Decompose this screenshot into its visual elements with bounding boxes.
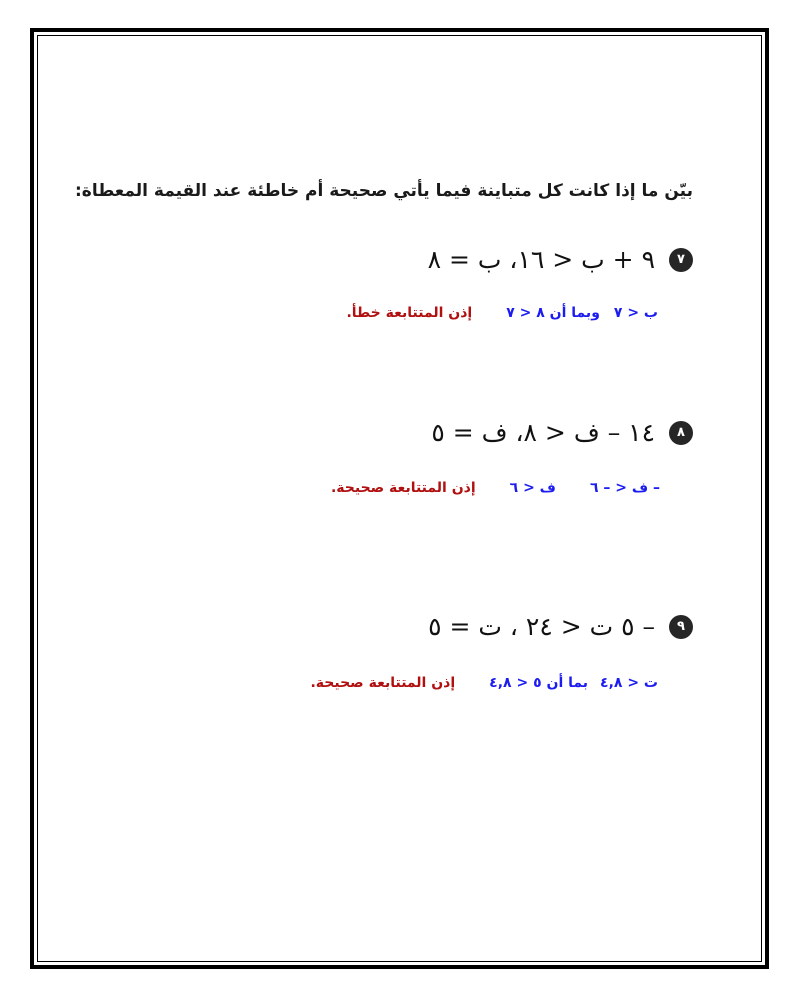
- answer-work-step: ف < ٦: [509, 480, 556, 496]
- answer-conclusion: إذن المتتابعة صحيحة.: [310, 675, 456, 691]
- answer-8: [331, 480, 660, 496]
- problem-7: [428, 245, 693, 274]
- answer-work-step: بما أن ٥ < ٤,٨: [489, 675, 589, 691]
- page-frame-inner: [37, 35, 762, 962]
- answer-work-step: وبما أن ٨ < ٧: [506, 305, 600, 321]
- problem-expression: – ٥ ت < ٢٤ ، ت = ٥: [428, 612, 655, 641]
- problem-number-badge: ٩: [669, 615, 693, 639]
- problem-expression: ١٤ – ف < ٨، ف = ٥: [431, 418, 655, 447]
- problem-number-badge: ٧: [669, 248, 693, 272]
- answer-work-step: – ف < – ٦: [589, 480, 660, 496]
- answer-work-step: ب < ٧: [613, 305, 658, 321]
- problem-number-badge: ٨: [669, 421, 693, 445]
- problem-expression: ٩ + ب < ١٦، ب = ٨: [427, 245, 655, 274]
- instruction-text: بيّن ما إذا كانت كل متباينة فيما يأتي صحيحة أم خاطئة عند القيمة المعطاة:: [75, 181, 693, 201]
- answer-7: [346, 305, 658, 321]
- answer-conclusion: إذن المتتابعة خطأ.: [346, 305, 473, 321]
- answer-9: [310, 675, 658, 691]
- problem-8: [431, 418, 693, 447]
- answer-conclusion: إذن المتتابعة صحيحة.: [330, 480, 476, 496]
- problem-9: [428, 612, 693, 641]
- page-frame: [30, 28, 769, 969]
- answer-work-step: ت < ٤,٨: [600, 675, 658, 691]
